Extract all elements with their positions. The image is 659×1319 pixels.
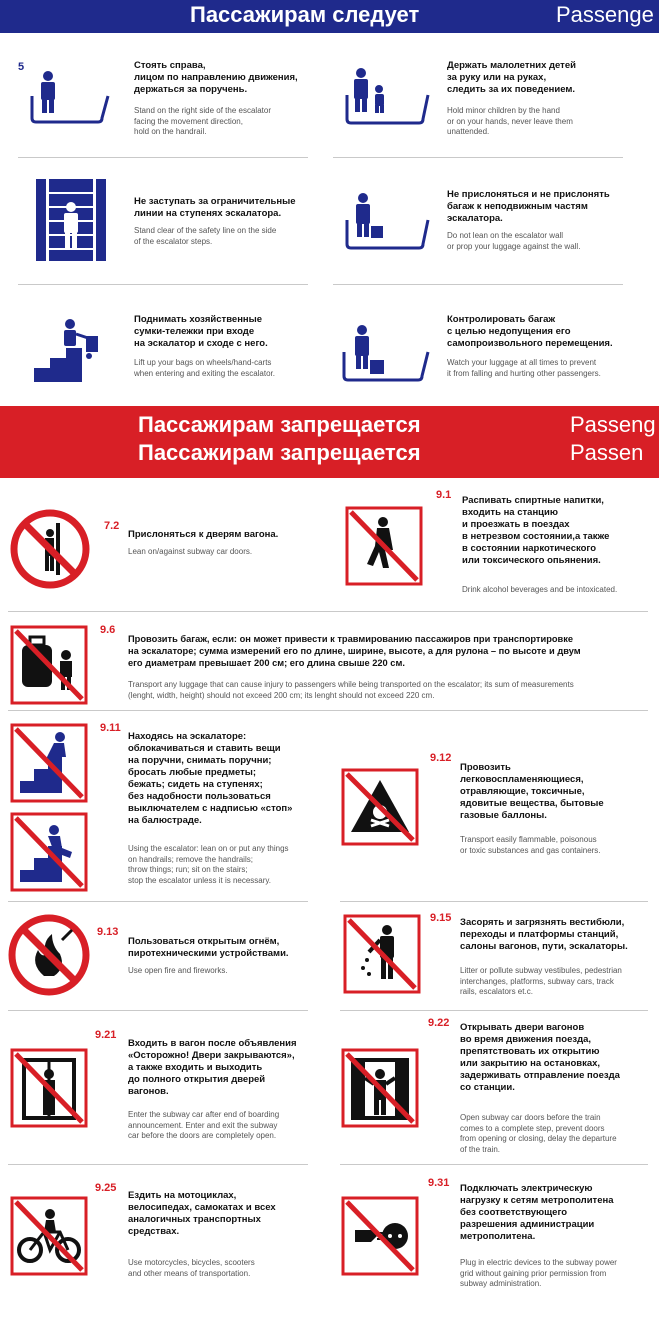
divider — [340, 1010, 648, 1011]
no-plug-icon — [341, 1196, 419, 1276]
no-bicycle-icon — [10, 1196, 88, 1276]
rule-number: 9.31 — [428, 1177, 450, 1189]
no-litter-icon — [343, 914, 421, 994]
forbidden-title-ru-1: Пассажирам запрещается — [138, 412, 421, 437]
rule-number: 9.25 — [95, 1182, 117, 1194]
divider — [18, 157, 308, 158]
rule-number: 9.12 — [430, 752, 452, 764]
forbidden-rule-desc: Transport easily flammable, poisonous or toxic substances and gas containers. — [460, 835, 601, 855]
no-enter-closing-doors-icon — [10, 1048, 88, 1128]
forbidden-rule-title: Провозить багаж, если: он может привести к травмированию пассажиров при транспортировке на эскалаторе; сумма измерений его по длине, ширине, высоте, а для рулона – по высоте и двум его диаметрам превышает 200 см; его длина свыше 220 см. — [128, 634, 581, 668]
escalator-steps-icon — [36, 179, 106, 261]
forbidden-rule-desc: Use motorcycles, bicycles, scooters and other means of transportation. — [128, 1258, 255, 1278]
allowed-rule-title: Поднимать хозяйственные сумки-тележки при входе на эскалатор и сходе с него. — [134, 314, 268, 349]
forbidden-rule-title: Пользоваться открытым огнём, пиротехническими устройствами. — [128, 936, 289, 959]
rule-number: 9.21 — [95, 1029, 117, 1041]
allowed-rule-desc: Hold minor children by the hand or on your hands, never leave them unattended. — [447, 106, 573, 136]
allowed-rule-desc: Watch your luggage at all times to prevent it from falling and hurting other passengers. — [447, 358, 601, 378]
forbidden-rule-desc: Drink alcohol beverages and be intoxicated. — [462, 585, 618, 594]
divider — [18, 284, 308, 285]
allowed-rule-desc: Stand clear of the safety line on the side of the escalator steps. — [134, 226, 277, 246]
allowed-rule-desc: Do not lean on the escalator wall or prop your luggage against the wall. — [447, 231, 581, 251]
forbidden-rule-title: Подключать электрическую нагрузку к сетям метрополитена без соответствующего разрешения администрации метрополитена. — [460, 1183, 614, 1242]
allowed-rule-title: Держать малолетних детей за руку или на руках, следить за их поведением. — [447, 60, 576, 95]
forbidden-header — [0, 406, 659, 478]
divider — [340, 1164, 648, 1165]
allowed-rule-desc: Stand on the right side of the escalator facing the movement direction, hold on the handrail. — [134, 106, 271, 136]
allowed-rule-title: Не прислоняться и не прислонять багаж к неподвижным частям эскалатора. — [447, 189, 610, 224]
rule-number: 7.2 — [104, 520, 120, 532]
rule-number: 9.6 — [100, 624, 116, 636]
no-escalator-sit-icon — [10, 812, 88, 892]
allowed-rule-desc: Lift up your bags on wheels/hand-carts when entering and exiting the escalator. — [134, 358, 275, 378]
forbidden-title-en-1: Passeng — [570, 412, 656, 437]
forbidden-rule-desc: Enter the subway car after end of boarding announcement. Enter and exit the subway car before the doors are completely open. — [128, 1110, 280, 1140]
allowed-rule-title: Контролировать багаж с целью недопущения его самопроизвольного перемещения. — [447, 314, 613, 349]
allowed-rule-title: Не заступать за ограничительные линии на ступенях эскалатора. — [134, 196, 296, 219]
allowed-rule-number: 5 — [18, 61, 25, 73]
no-luggage-icon — [10, 625, 88, 705]
allowed-rule-title: Стоять справа, лицом по направлению движения, держаться за поручень. — [134, 60, 298, 95]
forbidden-rule-title: Прислоняться к дверям вагона. — [128, 529, 279, 540]
divider — [8, 1010, 308, 1011]
rule-number: 9.11 — [100, 722, 121, 734]
forbidden-rule-desc: Use open fire and fireworks. — [128, 966, 228, 975]
forbidden-rule-title: Засорять и загрязнять вестибюли, переходы и платформы станций, салоны вагонов, пути, эскалаторы. — [460, 917, 628, 952]
forbidden-rule-title: Провозить легковоспламеняющиеся, отравляющие, токсичные, ядовитые вещества, бытовые газовые баллоны. — [460, 762, 604, 821]
divider — [8, 611, 648, 612]
rule-number: 9.1 — [436, 489, 452, 501]
escalator-person-icon — [30, 68, 110, 126]
rule-number: 9.13 — [97, 926, 119, 938]
allowed-title-en: Passenge — [556, 2, 654, 27]
luggage-control-icon — [340, 322, 430, 384]
no-alcohol-icon — [345, 506, 423, 586]
forbidden-rule-desc: Using the escalator: lean on or put any things on handrails; remove the handrails; throw things; run; sit on the stairs; stop the escalator unless it is necessary. — [128, 844, 289, 885]
lift-cart-icon — [34, 318, 106, 382]
divider — [340, 901, 648, 902]
divider — [333, 157, 623, 158]
forbidden-rule-title: Входить в вагон после объявления «Осторожно! Двери закрываются», а также входить и выходить до полного открытия дверей вагонов. — [128, 1038, 297, 1097]
no-open-doors-icon — [341, 1048, 419, 1128]
no-lean-door-icon — [10, 509, 90, 589]
divider — [8, 1164, 308, 1165]
forbidden-rule-desc: Plug in electric devices to the subway power grid without gaining prior permission from subway administration. — [460, 1258, 617, 1288]
no-fire-icon — [8, 914, 90, 996]
forbidden-rule-desc: Lean on/against subway car doors. — [128, 547, 253, 556]
forbidden-rule-desc: Litter or pollute subway vestibules, pedestrian interchanges, platforms, subway cars, track rails, escalators et.c. — [460, 966, 622, 996]
forbidden-rule-title: Находясь на эскалаторе: облокачиваться и ставить вещи на поручни, снимать поручни; бросать любые предметы; бежать; сидеть на ступенях; без надобности пользоваться выключателем с надписью «стоп» на балюстраде. — [128, 731, 293, 826]
divider — [8, 901, 308, 902]
divider — [333, 284, 623, 285]
divider — [8, 710, 648, 711]
forbidden-rule-title: Распивать спиртные напитки, входить на станцию и проезжать в поездах в нетрезвом состоянии,а также в состоянии наркотического или токсического опьянения. — [462, 495, 610, 566]
forbidden-rule-desc: Transport any luggage that can cause injury to passengers while being transported on the escalator; its sum of measurements (lenght, width, height) should not exceed 200 cm; its lenght should not exceed 220 cm. — [128, 680, 574, 700]
forbidden-rule-title: Открывать двери вагонов во время движения поезда, препятствовать их открытию или закрытию на остановках, задерживать отправление поезда со станции. — [460, 1022, 620, 1093]
forbidden-rule-title: Ездить на мотоциклах, велосипедах, самокатах и всех аналогичных транспортных средствах. — [128, 1190, 276, 1237]
forbidden-rule-desc: Open subway car doors before the train comes to a complete step, prevent doors from opening or closing, delay the departure of the train. — [460, 1113, 617, 1154]
rule-number: 9.15 — [430, 912, 452, 924]
forbidden-title-ru-2: Пассажирам запрещается — [138, 440, 421, 465]
no-escalator-run-icon — [10, 723, 88, 803]
no-flammable-icon — [341, 768, 419, 846]
no-lean-luggage-icon — [345, 190, 430, 252]
allowed-title-ru: Пассажирам следует — [190, 2, 420, 27]
rule-number: 9.22 — [428, 1017, 450, 1029]
allowed-header — [0, 0, 659, 33]
forbidden-title-en-2: Passen — [570, 440, 644, 465]
parent-child-icon — [345, 65, 430, 127]
